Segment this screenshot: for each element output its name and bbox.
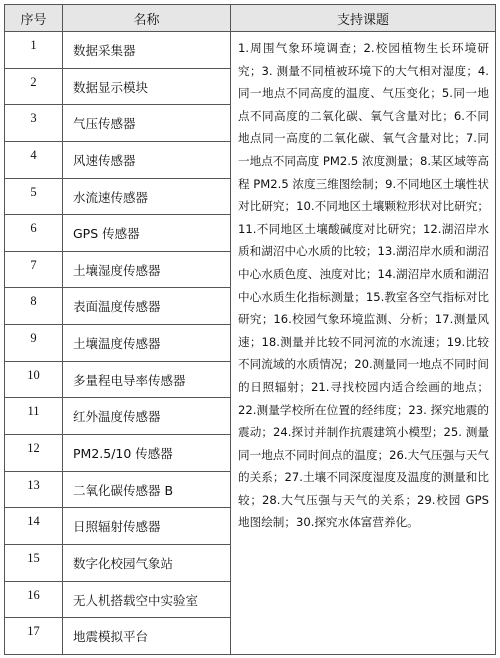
equipment-name-cell: 多量程电导率传感器 xyxy=(63,361,231,398)
serial-number-cell: 10 xyxy=(5,361,63,398)
serial-number-cell: 6 xyxy=(5,215,63,252)
equipment-name-cell: 表面温度传感器 xyxy=(63,288,231,325)
table-row xyxy=(5,32,496,69)
serial-number-cell: 2 xyxy=(5,68,63,105)
header-supported-topics: 支持课题 xyxy=(231,5,496,32)
equipment-name-cell: GPS 传感器 xyxy=(63,215,231,252)
equipment-name-cell: 二氧化碳传感器 B xyxy=(63,471,231,508)
header-serial-number: 序号 xyxy=(5,5,63,32)
equipment-name-cell: 气压传感器 xyxy=(63,105,231,142)
serial-number-cell: 1 xyxy=(5,32,63,69)
serial-number-cell: 12 xyxy=(5,435,63,472)
table-header-row xyxy=(5,5,496,32)
equipment-name-cell: 红外温度传感器 xyxy=(63,398,231,435)
serial-number-cell: 4 xyxy=(5,141,63,178)
equipment-name-cell: 数据显示模块 xyxy=(63,68,231,105)
equipment-name-cell: 日照辐射传感器 xyxy=(63,508,231,545)
equipment-name-cell: 土壤湿度传感器 xyxy=(63,251,231,288)
equipment-name-cell: 数据采集器 xyxy=(63,32,231,69)
header-name: 名称 xyxy=(63,5,231,32)
supported-topics-cell: 1.周围气象环境调查；2.校园植物生长环境研究；3. 测量不同植被环境下的大气相对湿度；4.同一地点不同高度的温度、气压变化；5.同一地点不同高度的二氧化碳、氧气含量对比；6.不同地点同一高度的二氧化碳、氧气含量对比；7.同一地点不同高度 PM2.5 浓度测量；8.某区域等高程 PM2.5 浓度三维图绘制；9.不同地区土壤性状对比研究；10.不同地区土壤颗粒形状对比研究；11.不同地区土壤酸碱度对比研究；12.湖沼岸水质和湖沼中心水质的比较；13.湖沼岸水质和湖沼中心水质色度、浊度对比；14.湖沼岸水质和湖沼中心水质生化指标测量；15.教室各空气指标对比研究；16.校园气象环境监测、分析；17.测量风速；18.测量并比较不同河流的水流速；19.比较不同流域的水质情况；20.测量同一地点不同时间的日照辐射；21.寻找校园内适合绘画的地点；22.测量学校所在位置的经纬度；23. 探究地震的震动；24.探讨并制作抗震建筑小模型；25. 测量同一地点不同时间点的温度；26.大气压强与天气的关系；27.土壤不同深度湿度及温度的测量和比较；28.大气压强与天气的关系；29.校园 GPS 地图绘制；30.探究水体富营养化。 xyxy=(231,32,496,655)
equipment-table xyxy=(4,4,496,655)
serial-number-cell: 14 xyxy=(5,508,63,545)
serial-number-cell: 15 xyxy=(5,544,63,581)
serial-number-cell: 9 xyxy=(5,325,63,362)
serial-number-cell: 17 xyxy=(5,618,63,655)
equipment-name-cell: 土壤温度传感器 xyxy=(63,325,231,362)
serial-number-cell: 13 xyxy=(5,471,63,508)
equipment-name-cell: 水流速传感器 xyxy=(63,178,231,215)
equipment-name-cell: PM2.5/10 传感器 xyxy=(63,435,231,472)
serial-number-cell: 3 xyxy=(5,105,63,142)
equipment-name-cell: 无人机搭载空中实验室 xyxy=(63,581,231,618)
serial-number-cell: 11 xyxy=(5,398,63,435)
serial-number-cell: 5 xyxy=(5,178,63,215)
table-body xyxy=(5,32,496,655)
serial-number-cell: 8 xyxy=(5,288,63,325)
equipment-name-cell: 数字化校园气象站 xyxy=(63,544,231,581)
equipment-name-cell: 风速传感器 xyxy=(63,141,231,178)
serial-number-cell: 16 xyxy=(5,581,63,618)
serial-number-cell: 7 xyxy=(5,251,63,288)
equipment-name-cell: 地震模拟平台 xyxy=(63,618,231,655)
